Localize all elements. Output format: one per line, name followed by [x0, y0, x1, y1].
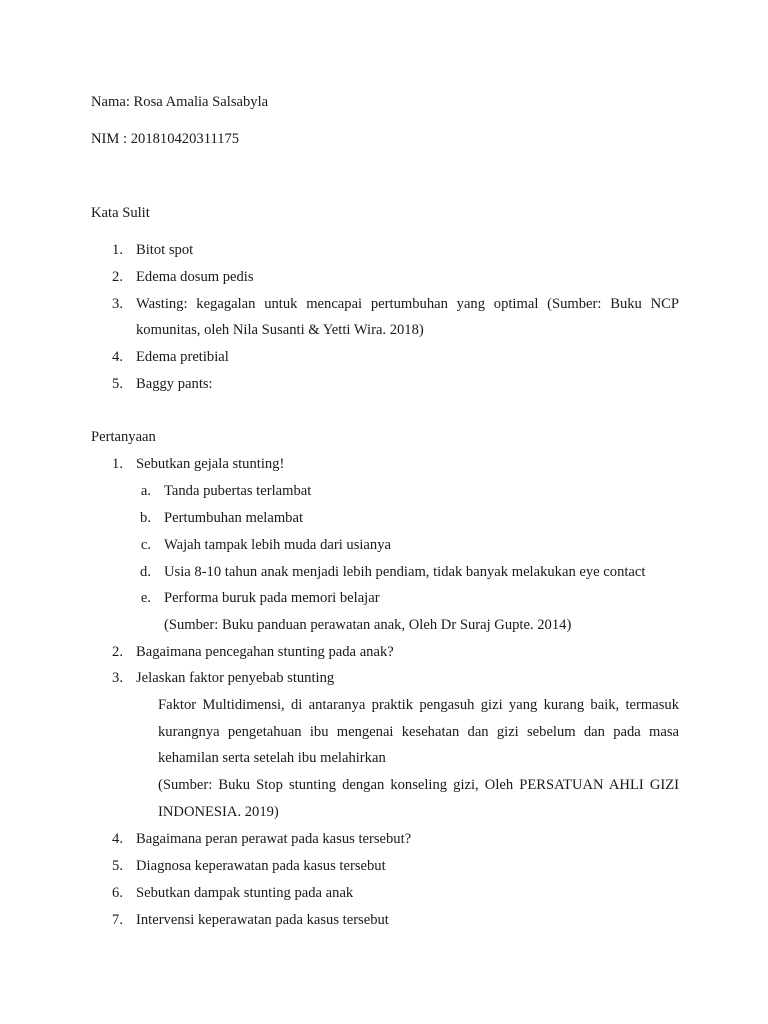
list-number: 5.	[112, 376, 123, 392]
section-heading-kata-sulit: Kata Sulit	[91, 205, 150, 221]
question-text: Bagaimana pencegahan stunting pada anak?	[136, 644, 394, 660]
sub-letter: e.	[140, 590, 151, 606]
source-citation: INDONESIA. 2019)	[158, 804, 279, 820]
list-number: 7.	[112, 912, 123, 928]
question-text: Sebutkan gejala stunting!	[136, 456, 285, 472]
list-number: 4.	[112, 349, 123, 365]
answer-line: kehamilan serta setelah ibu melahirkan	[158, 750, 386, 766]
source-citation: (Sumber: Buku Stop stunting dengan konseling gizi, Oleh PERSATUAN AHLI GIZI	[158, 777, 679, 793]
question-text: Diagnosa keperawatan pada kasus tersebut	[136, 858, 386, 874]
list-item-line: komunitas, oleh Nila Susanti & Yetti Wira. 2018)	[136, 322, 424, 338]
student-name: Nama: Rosa Amalia Salsabyla	[91, 94, 269, 110]
sub-letter: a.	[140, 483, 151, 499]
list-number: 3.	[112, 296, 123, 312]
sub-item: Wajah tampak lebih muda dari usianya	[164, 537, 391, 553]
section-heading-pertanyaan: Pertanyaan	[91, 429, 156, 445]
list-item: Bitot spot	[136, 242, 194, 258]
sub-item: Performa buruk pada memori belajar	[164, 590, 380, 606]
answer-line: kurangnya pengetahuan ibu mengenai kesehatan dan gizi sebelum dan pada masa	[158, 724, 679, 740]
question-text: Jelaskan faktor penyebab stunting	[136, 670, 335, 686]
list-number: 2.	[112, 644, 123, 660]
sub-item: Tanda pubertas terlambat	[164, 483, 312, 499]
question-text: Bagaimana peran perawat pada kasus tersebut?	[136, 831, 412, 847]
list-number: 1.	[112, 456, 123, 472]
list-item: Edema pretibial	[136, 349, 229, 365]
sub-letter: b.	[140, 510, 151, 526]
list-item: Baggy pants:	[136, 376, 213, 392]
list-item: Edema dosum pedis	[136, 269, 254, 285]
list-number: 4.	[112, 831, 123, 847]
list-number: 1.	[112, 242, 123, 258]
list-number: 2.	[112, 269, 123, 285]
list-number: 6.	[112, 885, 123, 901]
source-citation: (Sumber: Buku panduan perawatan anak, Oleh Dr Suraj Gupte. 2014)	[164, 617, 572, 633]
question-text: Sebutkan dampak stunting pada anak	[136, 885, 354, 901]
list-number: 3.	[112, 670, 123, 686]
student-nim: NIM : 201810420311175	[91, 131, 240, 147]
sub-letter: d.	[140, 564, 151, 580]
answer-line: Faktor Multidimensi, di antaranya praktik pengasuh gizi yang kurang baik, termasuk	[158, 697, 679, 713]
list-item-line: Wasting: kegagalan untuk mencapai pertumbuhan yang optimal (Sumber: Buku NCP	[136, 296, 679, 312]
sub-item: Usia 8-10 tahun anak menjadi lebih pendiam, tidak banyak melakukan eye contact	[164, 564, 646, 580]
list-number: 5.	[112, 858, 123, 874]
sub-item: Pertumbuhan melambat	[164, 510, 304, 526]
question-text: Intervensi keperawatan pada kasus tersebut	[136, 912, 389, 928]
sub-letter: c.	[140, 537, 151, 553]
